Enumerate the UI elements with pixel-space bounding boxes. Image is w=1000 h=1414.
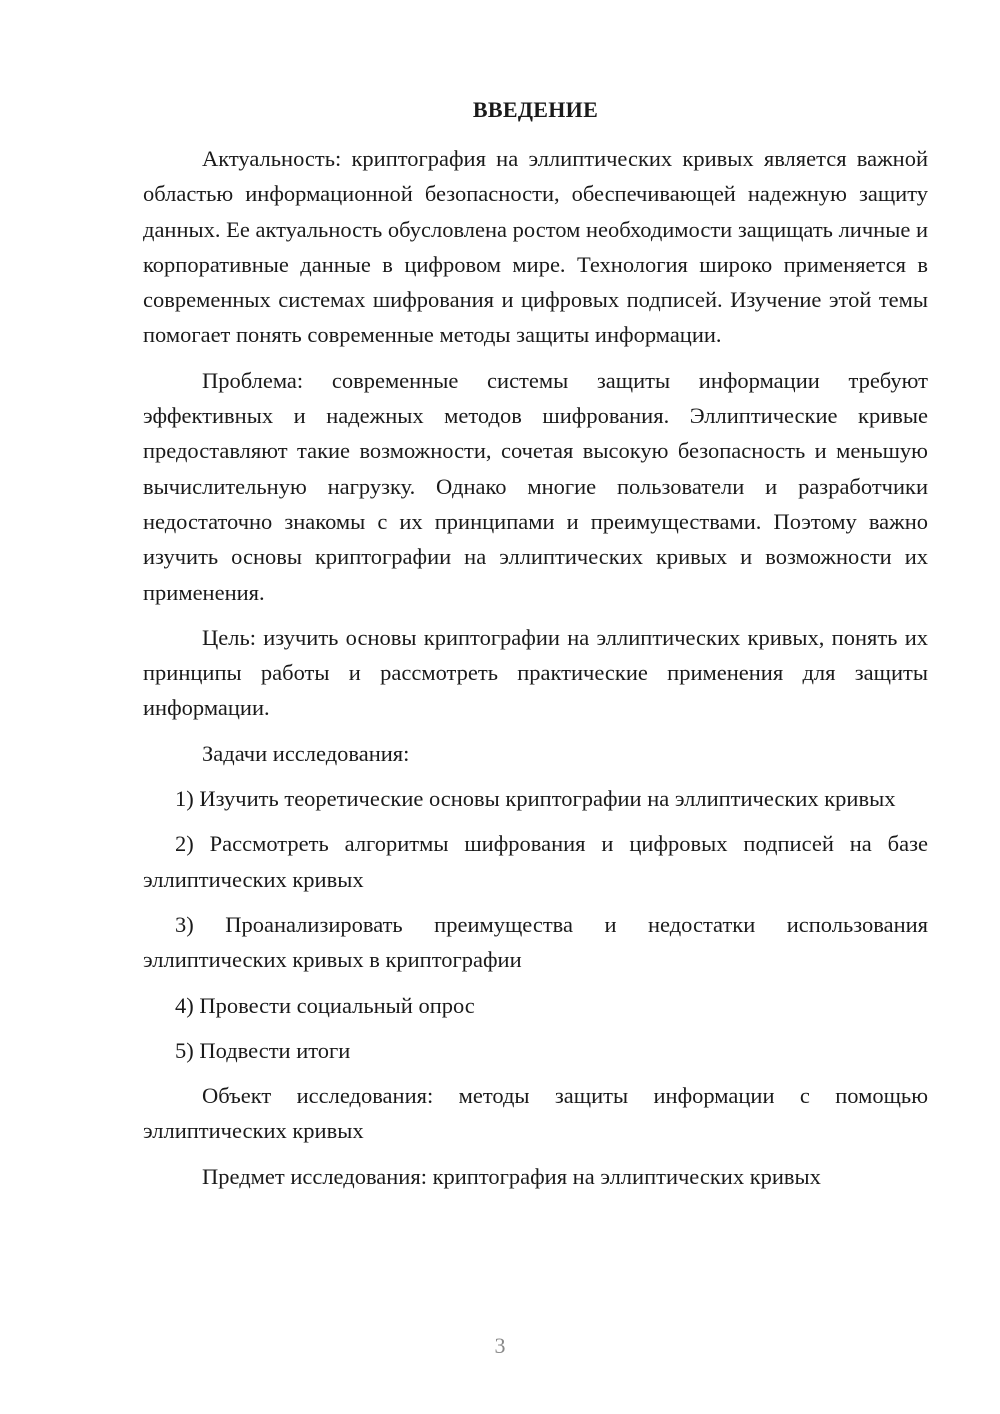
tasks-heading: Задачи исследования: [202, 740, 410, 766]
relevance-paragraph: Актуальность: криптография на эллиптических кривых является важной областью информационной безопасности, обеспечивающей надежную защиту данных. Ее актуальность обусловлена ростом необходимости защищать личные и корпоративные данные в цифровом мире. Технология широко применяется в современных системах шифрования и цифровых подписей. Изучение этой темы помогает понять современные методы защиты информации. [143, 146, 928, 348]
research-subject-paragraph: Предмет исследования: криптография на эллиптических кривых [202, 1163, 821, 1189]
list-item: 5) Подвести итоги [175, 1037, 351, 1063]
tasks-list [143, 781, 928, 1068]
document-title: ВВЕДЕНИЕ [472, 97, 599, 122]
problem-paragraph: Проблема: современные системы защиты информации требуют эффективных и надежных методов шифрования. Эллиптические кривые предоставляют такие возможности, сочетая высокую безопасность и меньшую вычислительную нагрузку. Однако многие пользователи и разработчики недостаточно знакомы с их принципами и преимуществами. Поэтому важно изучить основы криптографии на эллиптических кривых и возможности их применения. [143, 367, 928, 605]
list-item: 2) Рассмотреть алгоритмы шифрования и цифровых подписей на базе эллиптических кривых [143, 831, 928, 892]
document-page [143, 95, 928, 1204]
list-item: 3) Проанализировать преимущества и недостатки использования эллиптических кривых в криптографии [143, 911, 928, 973]
research-object-paragraph: Объект исследования: методы защиты информации с помощью эллиптических кривых [143, 1083, 928, 1144]
page-number: 3 [494, 1333, 506, 1358]
list-item: 1) Изучить теоретические основы криптографии на эллиптических кривых [175, 786, 896, 812]
list-item: 4) Провести социальный опрос [175, 992, 475, 1018]
goal-paragraph: Цель: изучить основы криптографии на эллиптических кривых, понять их принципы работы и рассмотреть практические применения для защиты информации. [143, 624, 928, 721]
